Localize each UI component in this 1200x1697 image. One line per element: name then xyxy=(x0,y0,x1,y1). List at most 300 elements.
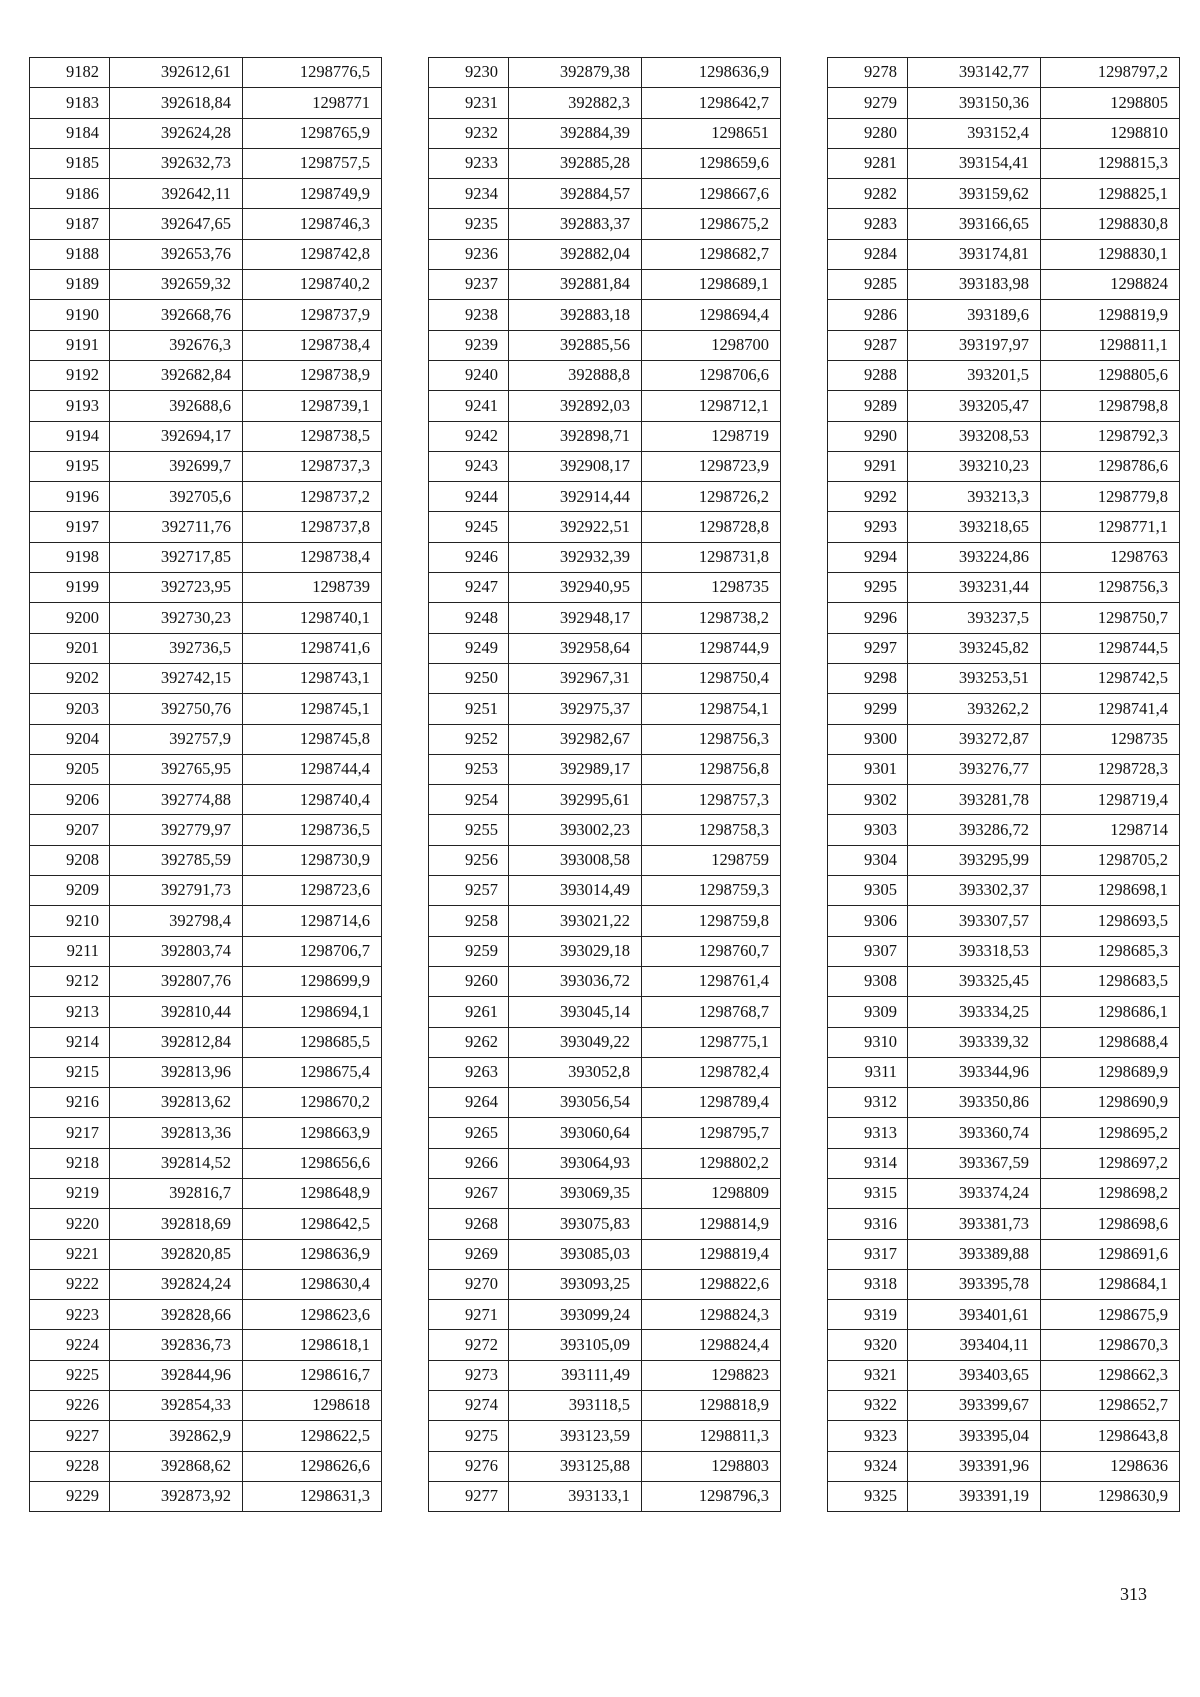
table-row xyxy=(429,179,781,209)
table-row xyxy=(429,118,781,148)
x-coordinate-cell: 393404,11 xyxy=(908,1330,1041,1360)
point-number-cell: 9215 xyxy=(30,1057,110,1087)
x-coordinate-cell: 392885,56 xyxy=(509,330,642,360)
table-row xyxy=(429,997,781,1027)
x-coordinate-cell: 392642,11 xyxy=(110,179,243,209)
table-row xyxy=(429,512,781,542)
table-row xyxy=(30,148,382,178)
table-row xyxy=(30,482,382,512)
x-coordinate-cell: 392694,17 xyxy=(110,421,243,451)
point-number-cell: 9321 xyxy=(828,1360,908,1390)
point-number-cell: 9311 xyxy=(828,1057,908,1087)
x-coordinate-cell: 392975,37 xyxy=(509,694,642,724)
point-number-cell: 9207 xyxy=(30,815,110,845)
x-coordinate-cell: 393183,98 xyxy=(908,270,1041,300)
point-number-cell: 9217 xyxy=(30,1118,110,1148)
x-coordinate-cell: 393049,22 xyxy=(509,1027,642,1057)
table-row xyxy=(429,1300,781,1330)
y-coordinate-cell: 1298706,6 xyxy=(642,360,781,390)
point-number-cell: 9258 xyxy=(429,906,509,936)
point-number-cell: 9289 xyxy=(828,391,908,421)
table-row xyxy=(30,694,382,724)
point-number-cell: 9282 xyxy=(828,179,908,209)
point-number-cell: 9309 xyxy=(828,997,908,1027)
point-number-cell: 9279 xyxy=(828,88,908,118)
table-row xyxy=(30,512,382,542)
x-coordinate-cell: 393403,65 xyxy=(908,1360,1041,1390)
x-coordinate-cell: 392885,28 xyxy=(509,148,642,178)
point-number-cell: 9251 xyxy=(429,694,509,724)
y-coordinate-cell: 1298698,1 xyxy=(1041,876,1180,906)
x-coordinate-cell: 392618,84 xyxy=(110,88,243,118)
y-coordinate-cell: 1298825,1 xyxy=(1041,179,1180,209)
table-row xyxy=(429,421,781,451)
point-number-cell: 9268 xyxy=(429,1209,509,1239)
x-coordinate-cell: 392785,59 xyxy=(110,845,243,875)
point-number-cell: 9300 xyxy=(828,724,908,754)
table-row xyxy=(429,906,781,936)
x-coordinate-cell: 392836,73 xyxy=(110,1330,243,1360)
y-coordinate-cell: 1298738,5 xyxy=(243,421,382,451)
table-row xyxy=(30,906,382,936)
y-coordinate-cell: 1298714,6 xyxy=(243,906,382,936)
x-coordinate-cell: 392881,84 xyxy=(509,270,642,300)
point-number-cell: 9212 xyxy=(30,966,110,996)
x-coordinate-cell: 393021,22 xyxy=(509,906,642,936)
x-coordinate-cell: 392750,76 xyxy=(110,694,243,724)
table-row xyxy=(30,360,382,390)
table-row xyxy=(828,1269,1180,1299)
point-number-cell: 9317 xyxy=(828,1239,908,1269)
table-row xyxy=(429,148,781,178)
x-coordinate-cell: 392873,92 xyxy=(110,1481,243,1511)
point-number-cell: 9270 xyxy=(429,1269,509,1299)
table-row xyxy=(30,58,382,88)
table-row xyxy=(828,1451,1180,1481)
point-number-cell: 9243 xyxy=(429,451,509,481)
y-coordinate-cell: 1298811,1 xyxy=(1041,330,1180,360)
x-coordinate-cell: 392816,7 xyxy=(110,1178,243,1208)
y-coordinate-cell: 1298630,4 xyxy=(243,1269,382,1299)
point-number-cell: 9208 xyxy=(30,845,110,875)
point-number-cell: 9213 xyxy=(30,997,110,1027)
point-number-cell: 9202 xyxy=(30,663,110,693)
y-coordinate-cell: 1298775,1 xyxy=(642,1027,781,1057)
table-row xyxy=(429,209,781,239)
point-number-cell: 9192 xyxy=(30,360,110,390)
point-number-cell: 9233 xyxy=(429,148,509,178)
table-row xyxy=(30,1269,382,1299)
x-coordinate-cell: 393286,72 xyxy=(908,815,1041,845)
table-row xyxy=(30,754,382,784)
x-coordinate-cell: 393210,23 xyxy=(908,451,1041,481)
table-row xyxy=(828,1391,1180,1421)
table-row xyxy=(828,58,1180,88)
table-row xyxy=(429,1269,781,1299)
x-coordinate-cell: 392736,5 xyxy=(110,633,243,663)
x-coordinate-cell: 393245,82 xyxy=(908,633,1041,663)
point-number-cell: 9271 xyxy=(429,1300,509,1330)
y-coordinate-cell: 1298690,9 xyxy=(1041,1088,1180,1118)
y-coordinate-cell: 1298810 xyxy=(1041,118,1180,148)
table-row xyxy=(30,239,382,269)
point-number-cell: 9218 xyxy=(30,1148,110,1178)
point-number-cell: 9305 xyxy=(828,876,908,906)
y-coordinate-cell: 1298760,7 xyxy=(642,936,781,966)
y-coordinate-cell: 1298636 xyxy=(1041,1451,1180,1481)
table-row xyxy=(30,936,382,966)
point-number-cell: 9315 xyxy=(828,1178,908,1208)
table-row xyxy=(30,118,382,148)
table-row xyxy=(429,876,781,906)
point-number-cell: 9193 xyxy=(30,391,110,421)
point-number-cell: 9199 xyxy=(30,573,110,603)
point-number-cell: 9254 xyxy=(429,785,509,815)
point-number-cell: 9211 xyxy=(30,936,110,966)
x-coordinate-cell: 392779,97 xyxy=(110,815,243,845)
y-coordinate-cell: 1298706,7 xyxy=(243,936,382,966)
y-coordinate-cell: 1298670,3 xyxy=(1041,1330,1180,1360)
table-row xyxy=(30,724,382,754)
x-coordinate-cell: 392932,39 xyxy=(509,542,642,572)
x-coordinate-cell: 392711,76 xyxy=(110,512,243,542)
x-coordinate-cell: 393075,83 xyxy=(509,1209,642,1239)
table-row xyxy=(429,239,781,269)
x-coordinate-cell: 393302,37 xyxy=(908,876,1041,906)
x-coordinate-cell: 392705,6 xyxy=(110,482,243,512)
x-coordinate-cell: 393064,93 xyxy=(509,1148,642,1178)
table-row xyxy=(828,694,1180,724)
y-coordinate-cell: 1298738,9 xyxy=(243,360,382,390)
table-row xyxy=(30,421,382,451)
point-number-cell: 9296 xyxy=(828,603,908,633)
x-coordinate-cell: 393060,64 xyxy=(509,1118,642,1148)
table-row xyxy=(30,1057,382,1087)
y-coordinate-cell: 1298744,9 xyxy=(642,633,781,663)
table-row xyxy=(429,1421,781,1451)
point-number-cell: 9227 xyxy=(30,1421,110,1451)
y-coordinate-cell: 1298805 xyxy=(1041,88,1180,118)
table-row xyxy=(429,58,781,88)
table-row xyxy=(30,1118,382,1148)
y-coordinate-cell: 1298803 xyxy=(642,1451,781,1481)
x-coordinate-cell: 393213,3 xyxy=(908,482,1041,512)
table-row xyxy=(828,512,1180,542)
coordinate-table-3 xyxy=(827,57,1180,1512)
point-number-cell: 9284 xyxy=(828,239,908,269)
y-coordinate-cell: 1298688,4 xyxy=(1041,1027,1180,1057)
point-number-cell: 9293 xyxy=(828,512,908,542)
table-row xyxy=(828,815,1180,845)
table-row xyxy=(30,451,382,481)
point-number-cell: 9245 xyxy=(429,512,509,542)
point-number-cell: 9241 xyxy=(429,391,509,421)
table-row xyxy=(828,876,1180,906)
x-coordinate-cell: 393218,65 xyxy=(908,512,1041,542)
table-row xyxy=(828,997,1180,1027)
x-coordinate-cell: 393008,58 xyxy=(509,845,642,875)
point-number-cell: 9191 xyxy=(30,330,110,360)
table-row xyxy=(828,239,1180,269)
table-row xyxy=(429,1330,781,1360)
table-row xyxy=(828,330,1180,360)
x-coordinate-cell: 393367,59 xyxy=(908,1148,1041,1178)
y-coordinate-cell: 1298744,4 xyxy=(243,754,382,784)
x-coordinate-cell: 392682,84 xyxy=(110,360,243,390)
point-number-cell: 9319 xyxy=(828,1300,908,1330)
table-row xyxy=(828,482,1180,512)
x-coordinate-cell: 393002,23 xyxy=(509,815,642,845)
point-number-cell: 9252 xyxy=(429,724,509,754)
point-number-cell: 9264 xyxy=(429,1088,509,1118)
x-coordinate-cell: 392765,95 xyxy=(110,754,243,784)
coordinate-table-body xyxy=(30,58,382,1512)
table-row xyxy=(429,88,781,118)
y-coordinate-cell: 1298761,4 xyxy=(642,966,781,996)
table-row xyxy=(828,936,1180,966)
y-coordinate-cell: 1298740,1 xyxy=(243,603,382,633)
point-number-cell: 9267 xyxy=(429,1178,509,1208)
y-coordinate-cell: 1298759 xyxy=(642,845,781,875)
point-number-cell: 9248 xyxy=(429,603,509,633)
table-row xyxy=(30,603,382,633)
x-coordinate-cell: 392820,85 xyxy=(110,1239,243,1269)
y-coordinate-cell: 1298631,3 xyxy=(243,1481,382,1511)
y-coordinate-cell: 1298782,4 xyxy=(642,1057,781,1087)
y-coordinate-cell: 1298689,9 xyxy=(1041,1057,1180,1087)
y-coordinate-cell: 1298779,8 xyxy=(1041,482,1180,512)
point-number-cell: 9249 xyxy=(429,633,509,663)
x-coordinate-cell: 392958,64 xyxy=(509,633,642,663)
x-coordinate-cell: 393093,25 xyxy=(509,1269,642,1299)
y-coordinate-cell: 1298642,7 xyxy=(642,88,781,118)
table-row xyxy=(828,1148,1180,1178)
x-coordinate-cell: 393123,59 xyxy=(509,1421,642,1451)
point-number-cell: 9250 xyxy=(429,663,509,693)
y-coordinate-cell: 1298726,2 xyxy=(642,482,781,512)
point-number-cell: 9261 xyxy=(429,997,509,1027)
y-coordinate-cell: 1298744,5 xyxy=(1041,633,1180,663)
x-coordinate-cell: 393231,44 xyxy=(908,573,1041,603)
x-coordinate-cell: 393237,5 xyxy=(908,603,1041,633)
table-row xyxy=(828,573,1180,603)
table-row xyxy=(30,209,382,239)
table-row xyxy=(828,179,1180,209)
y-coordinate-cell: 1298756,8 xyxy=(642,754,781,784)
y-coordinate-cell: 1298712,1 xyxy=(642,391,781,421)
point-number-cell: 9255 xyxy=(429,815,509,845)
table-row xyxy=(828,633,1180,663)
point-number-cell: 9280 xyxy=(828,118,908,148)
table-row xyxy=(429,1391,781,1421)
point-number-cell: 9225 xyxy=(30,1360,110,1390)
y-coordinate-cell: 1298689,1 xyxy=(642,270,781,300)
y-coordinate-cell: 1298728,8 xyxy=(642,512,781,542)
point-number-cell: 9242 xyxy=(429,421,509,451)
y-coordinate-cell: 1298741,6 xyxy=(243,633,382,663)
y-coordinate-cell: 1298651 xyxy=(642,118,781,148)
x-coordinate-cell: 392723,95 xyxy=(110,573,243,603)
point-number-cell: 9260 xyxy=(429,966,509,996)
y-coordinate-cell: 1298824,4 xyxy=(642,1330,781,1360)
point-number-cell: 9314 xyxy=(828,1148,908,1178)
x-coordinate-cell: 392810,44 xyxy=(110,997,243,1027)
x-coordinate-cell: 393401,61 xyxy=(908,1300,1041,1330)
point-number-cell: 9229 xyxy=(30,1481,110,1511)
point-number-cell: 9266 xyxy=(429,1148,509,1178)
y-coordinate-cell: 1298682,7 xyxy=(642,239,781,269)
point-number-cell: 9322 xyxy=(828,1391,908,1421)
point-number-cell: 9304 xyxy=(828,845,908,875)
table-row xyxy=(429,1239,781,1269)
table-row xyxy=(429,330,781,360)
table-row xyxy=(828,88,1180,118)
y-coordinate-cell: 1298798,8 xyxy=(1041,391,1180,421)
x-coordinate-cell: 393272,87 xyxy=(908,724,1041,754)
x-coordinate-cell: 392854,33 xyxy=(110,1391,243,1421)
x-coordinate-cell: 392898,71 xyxy=(509,421,642,451)
y-coordinate-cell: 1298802,2 xyxy=(642,1148,781,1178)
x-coordinate-cell: 392882,04 xyxy=(509,239,642,269)
table-row xyxy=(828,845,1180,875)
table-row xyxy=(30,1178,382,1208)
y-coordinate-cell: 1298771 xyxy=(243,88,382,118)
y-coordinate-cell: 1298643,8 xyxy=(1041,1421,1180,1451)
table-row xyxy=(828,1088,1180,1118)
y-coordinate-cell: 1298642,5 xyxy=(243,1209,382,1239)
point-number-cell: 9234 xyxy=(429,179,509,209)
point-number-cell: 9204 xyxy=(30,724,110,754)
point-number-cell: 9185 xyxy=(30,148,110,178)
table-row xyxy=(30,1360,382,1390)
table-row xyxy=(828,1421,1180,1451)
table-row xyxy=(30,1451,382,1481)
x-coordinate-cell: 393339,32 xyxy=(908,1027,1041,1057)
y-coordinate-cell: 1298745,8 xyxy=(243,724,382,754)
x-coordinate-cell: 393224,86 xyxy=(908,542,1041,572)
table-row xyxy=(30,876,382,906)
table-row xyxy=(429,694,781,724)
point-number-cell: 9239 xyxy=(429,330,509,360)
x-coordinate-cell: 392774,88 xyxy=(110,785,243,815)
y-coordinate-cell: 1298822,6 xyxy=(642,1269,781,1299)
y-coordinate-cell: 1298737,9 xyxy=(243,300,382,330)
point-number-cell: 9190 xyxy=(30,300,110,330)
y-coordinate-cell: 1298738,4 xyxy=(243,542,382,572)
point-number-cell: 9235 xyxy=(429,209,509,239)
x-coordinate-cell: 393389,88 xyxy=(908,1239,1041,1269)
coordinate-table-body xyxy=(429,58,781,1512)
point-number-cell: 9299 xyxy=(828,694,908,724)
table-row xyxy=(828,360,1180,390)
x-coordinate-cell: 392813,62 xyxy=(110,1088,243,1118)
x-coordinate-cell: 393125,88 xyxy=(509,1451,642,1481)
point-number-cell: 9276 xyxy=(429,1451,509,1481)
table-row xyxy=(429,1148,781,1178)
y-coordinate-cell: 1298675,4 xyxy=(243,1057,382,1087)
table-row xyxy=(30,966,382,996)
point-number-cell: 9256 xyxy=(429,845,509,875)
point-number-cell: 9272 xyxy=(429,1330,509,1360)
x-coordinate-cell: 392948,17 xyxy=(509,603,642,633)
y-coordinate-cell: 1298659,6 xyxy=(642,148,781,178)
table-row xyxy=(828,1330,1180,1360)
y-coordinate-cell: 1298719 xyxy=(642,421,781,451)
table-row xyxy=(429,1481,781,1511)
x-coordinate-cell: 392995,61 xyxy=(509,785,642,815)
y-coordinate-cell: 1298737,2 xyxy=(243,482,382,512)
x-coordinate-cell: 392813,36 xyxy=(110,1118,243,1148)
x-coordinate-cell: 392730,23 xyxy=(110,603,243,633)
table-row xyxy=(828,270,1180,300)
x-coordinate-cell: 393205,47 xyxy=(908,391,1041,421)
x-coordinate-cell: 392824,24 xyxy=(110,1269,243,1299)
table-row xyxy=(828,1481,1180,1511)
x-coordinate-cell: 392659,32 xyxy=(110,270,243,300)
x-coordinate-cell: 393350,86 xyxy=(908,1088,1041,1118)
x-coordinate-cell: 392967,31 xyxy=(509,663,642,693)
y-coordinate-cell: 1298698,6 xyxy=(1041,1209,1180,1239)
table-row xyxy=(429,815,781,845)
point-number-cell: 9247 xyxy=(429,573,509,603)
x-coordinate-cell: 393085,03 xyxy=(509,1239,642,1269)
table-row xyxy=(828,300,1180,330)
y-coordinate-cell: 1298805,6 xyxy=(1041,360,1180,390)
table-row xyxy=(30,270,382,300)
x-coordinate-cell: 392668,76 xyxy=(110,300,243,330)
y-coordinate-cell: 1298824,3 xyxy=(642,1300,781,1330)
coordinate-table-1 xyxy=(29,57,382,1512)
table-row xyxy=(429,1360,781,1390)
x-coordinate-cell: 393262,2 xyxy=(908,694,1041,724)
table-row xyxy=(429,1209,781,1239)
table-row xyxy=(30,1209,382,1239)
point-number-cell: 9216 xyxy=(30,1088,110,1118)
point-number-cell: 9269 xyxy=(429,1239,509,1269)
y-coordinate-cell: 1298735 xyxy=(642,573,781,603)
table-row xyxy=(828,148,1180,178)
point-number-cell: 9273 xyxy=(429,1360,509,1390)
point-number-cell: 9259 xyxy=(429,936,509,966)
point-number-cell: 9203 xyxy=(30,694,110,724)
y-coordinate-cell: 1298652,7 xyxy=(1041,1391,1180,1421)
x-coordinate-cell: 393395,04 xyxy=(908,1421,1041,1451)
point-number-cell: 9306 xyxy=(828,906,908,936)
y-coordinate-cell: 1298789,4 xyxy=(642,1088,781,1118)
point-number-cell: 9318 xyxy=(828,1269,908,1299)
point-number-cell: 9253 xyxy=(429,754,509,784)
x-coordinate-cell: 393391,19 xyxy=(908,1481,1041,1511)
table-row xyxy=(429,966,781,996)
x-coordinate-cell: 392798,4 xyxy=(110,906,243,936)
x-coordinate-cell: 392812,84 xyxy=(110,1027,243,1057)
x-coordinate-cell: 392624,28 xyxy=(110,118,243,148)
x-coordinate-cell: 393056,54 xyxy=(509,1088,642,1118)
point-number-cell: 9187 xyxy=(30,209,110,239)
y-coordinate-cell: 1298663,9 xyxy=(243,1118,382,1148)
x-coordinate-cell: 393142,77 xyxy=(908,58,1041,88)
table-row xyxy=(429,754,781,784)
y-coordinate-cell: 1298819,4 xyxy=(642,1239,781,1269)
y-coordinate-cell: 1298759,8 xyxy=(642,906,781,936)
point-number-cell: 9320 xyxy=(828,1330,908,1360)
table-row xyxy=(828,118,1180,148)
table-row xyxy=(828,451,1180,481)
x-coordinate-cell: 393152,4 xyxy=(908,118,1041,148)
x-coordinate-cell: 392818,69 xyxy=(110,1209,243,1239)
y-coordinate-cell: 1298740,4 xyxy=(243,785,382,815)
point-number-cell: 9291 xyxy=(828,451,908,481)
